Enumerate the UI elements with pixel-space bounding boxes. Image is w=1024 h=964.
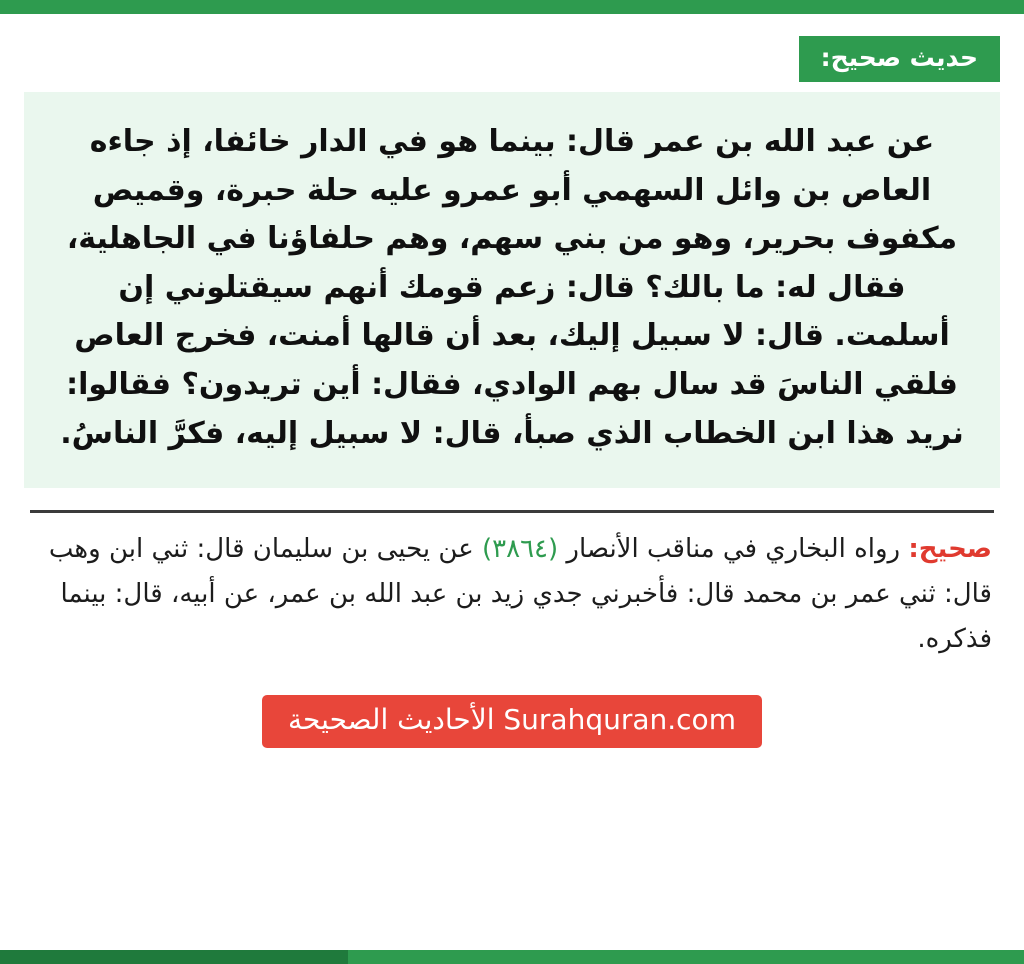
footer-row: [24, 695, 1000, 748]
grade-badge: حديث صحيح:: [799, 36, 1000, 82]
footer-badge[interactable]: [262, 695, 762, 748]
site-url[interactable]: Surahquran.com: [503, 703, 736, 737]
source-text-part2: عن يحيى بن سليمان قال: ثني ابن وهب قال: ثني عمر بن محمد قال: فأخبرني جدي زيد بن عبد الله بن عمر، عن أبيه، قال: بينما فذكره.: [48, 534, 992, 654]
bottom-green-bar-dark-segment: [0, 950, 348, 964]
source-paragraph: [24, 527, 1000, 661]
source-reference-number: (٣٨٦٤): [481, 534, 559, 565]
hadith-card: [0, 14, 1024, 950]
footer-title: الأحاديث الصحيحة: [288, 703, 495, 737]
top-green-bar: [0, 0, 1024, 14]
source-grade-word: صحيح:: [908, 534, 992, 565]
hadith-text: عن عبد الله بن عمر قال: بينما هو في الدار خائفا، إذ جاءه العاص بن وائل السهمي أبو عمرو عليه حلة حبرة، وقميص مكفوف بحرير، وهو من بني سهم، وهم حلفاؤنا في الجاهلية، فقال له: ما بالك؟ قال: زعم قومك أنهم سيقتلوني إن أسلمت. قال: لا سبيل إليك، بعد أن قالها أمنت، فخرج العاص فلقي الناسَ قد سال بهم الوادي، فقال: أين تريدون؟ فقالوا: نريد هذا ابن الخطاب الذي صبأ، قال: لا سبيل إليه، فكرَّ الناسُ.: [60, 124, 964, 451]
source-text-part1: رواه البخاري في مناقب الأنصار: [558, 534, 909, 565]
grade-row: [24, 36, 1000, 82]
hadith-panel: [24, 92, 1000, 488]
divider: [30, 510, 994, 513]
